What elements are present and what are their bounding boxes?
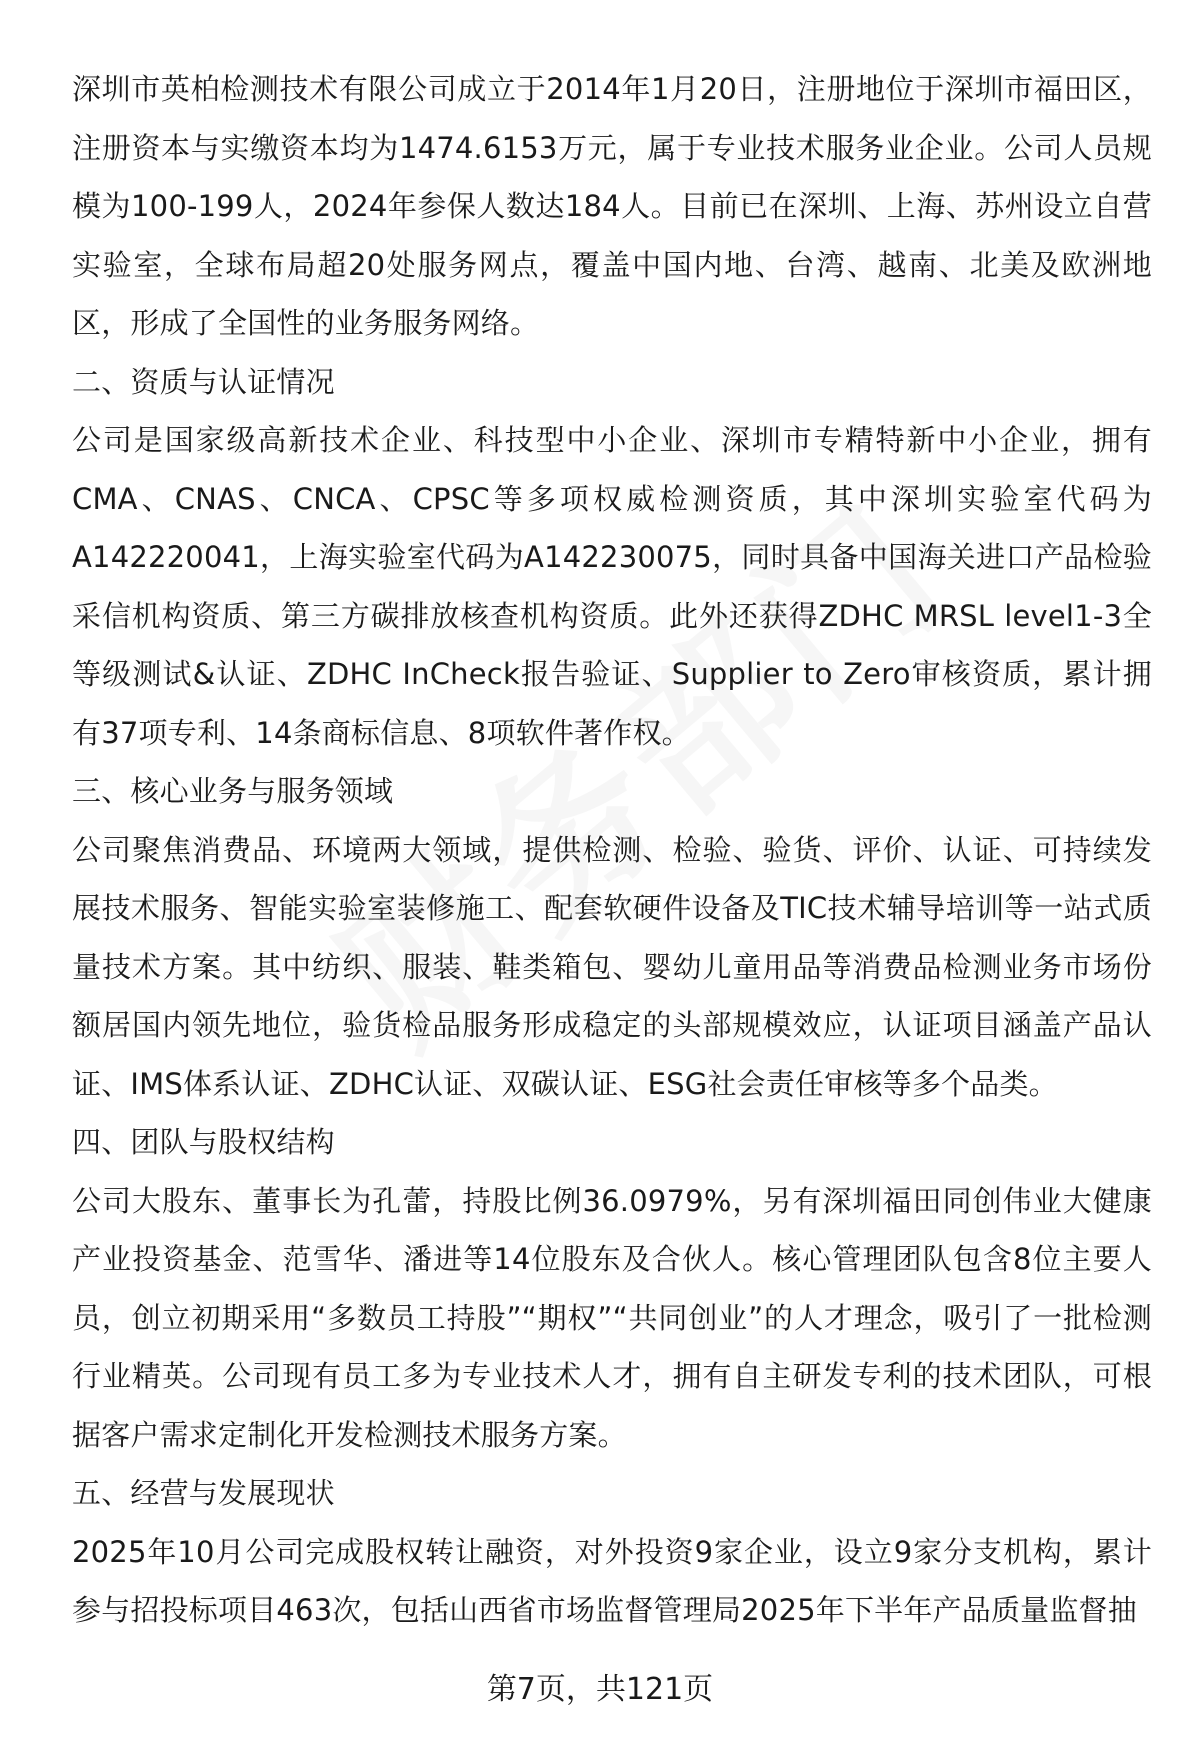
intro-paragraph: 深圳市英柏检测技术有限公司成立于2014年1月20日，注册地位于深圳市福田区，注册资本与实缴资本均为1474.6153万元，属于专业技术服务业企业。公司人员规模为100-199人，2024年参保人数达184人。目前已在深圳、上海、苏州设立自营实验室，全球布局超20处服务网点，覆盖中国内地、台湾、越南、北美及欧洲地区，形成了全国性的业务服务网络。 [72, 72, 1152, 340]
section-heading-operations: 五、经营与发展现状 [72, 1476, 335, 1510]
document-page [72, 60, 1152, 1640]
section-heading-qualifications: 二、资质与认证情况 [72, 364, 335, 399]
page-number: 第7页，共121页 [486, 1672, 714, 1707]
core-business-paragraph: 公司聚焦消费品、环境两大领域，提供检测、检验、验货、评价、认证、可持续发展技术服务、智能实验室装修施工、配套软硬件设备及TIC技术辅导培训等一站式质量技术方案。其中纺织、服装、鞋类箱包、婴幼儿童用品等消费品检测业务市场份额居国内领先地位，验货检品服务形成稳定的头部规模效应，认证项目涵盖产品认证、IMS体系认证、ZDHC认证、双碳认证、ESG社会责任审核等多个品类。 [72, 832, 1152, 1101]
operations-paragraph: 2025年10月公司完成股权转让融资，对外投资9家企业，设立9家分支机构，累计参与招投标项目463次，包括山西省市场监督管理局2025年下半年产品质量监督抽 [72, 1534, 1152, 1627]
team-equity-paragraph: 公司大股东、董事长为孔蕾，持股比例36.0979%，另有深圳福田同创伟业大健康产业投资基金、范雪华、潘进等14位股东及合伙人。核心管理团队包含8位主要人员，创立初期采用“多数员工持股”“期权”“共同创业”的人才理念，吸引了一批检测行业精英。公司现有员工多为专业技术人才，拥有自主研发专利的技术团队，可根据客户需求定制化开发检测技术服务方案。 [72, 1183, 1152, 1452]
section-heading-core-business: 三、核心业务与服务领域 [72, 774, 394, 808]
qualifications-paragraph: 公司是国家级高新技术企业、科技型中小企业、深圳市专精特新中小企业，拥有CMA、CNAS、CNCA、CPSC等多项权威检测资质，其中深圳实验室代码为A142220041，上海实验室代码为A142230075，同时具备中国海关进口产品检验采信机构资质、第三方碳排放核查机构资质。此外还获得ZDHC MRSL level1-3全等级测试&认证、ZDHC InCheck报告验证、Supplier to Zero审核资质，累计拥有37项专利、14条商标信息、8项软件著作权。 [72, 423, 1152, 750]
section-heading-team-equity: 四、团队与股权结构 [72, 1125, 335, 1159]
